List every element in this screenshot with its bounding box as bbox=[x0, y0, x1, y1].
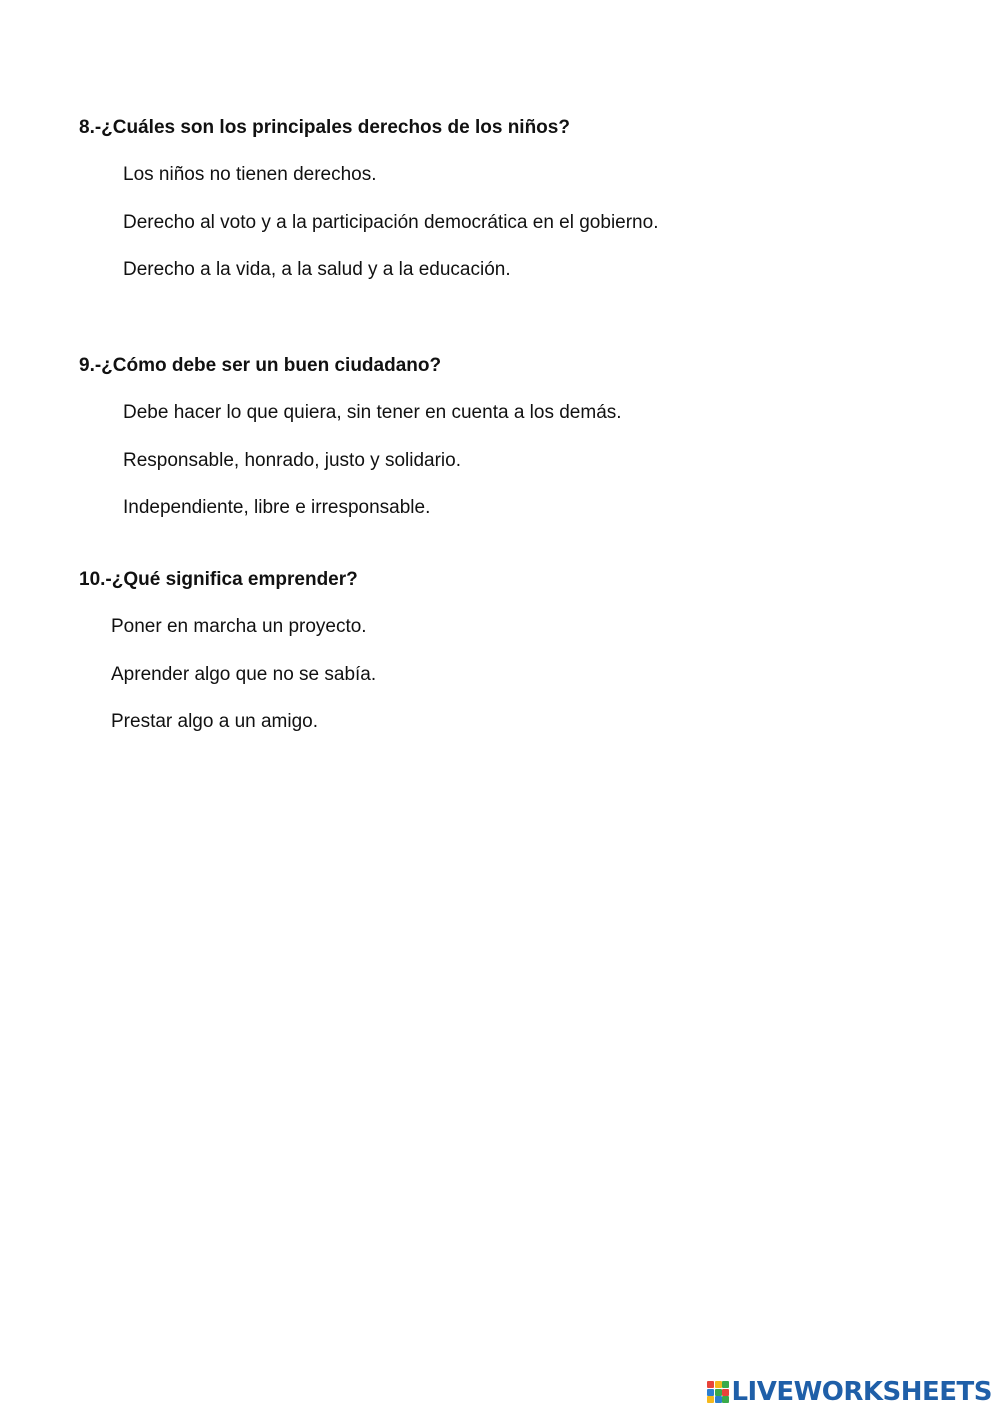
question-10-option-1[interactable]: Poner en marcha un proyecto. bbox=[111, 616, 367, 637]
question-8-option-3[interactable]: Derecho a la vida, a la salud y a la educación. bbox=[123, 259, 511, 280]
question-9-option-1[interactable]: Debe hacer lo que quiera, sin tener en cuenta a los demás. bbox=[123, 402, 622, 423]
question-8-option-2[interactable]: Derecho al voto y a la participación democrática en el gobierno. bbox=[123, 212, 659, 233]
question-9-option-3[interactable]: Independiente, libre e irresponsable. bbox=[123, 497, 431, 518]
question-10-option-2[interactable]: Aprender algo que no se sabía. bbox=[111, 664, 377, 685]
question-8-title: 8.-¿Cuáles son los principales derechos de los niños? bbox=[79, 117, 570, 138]
question-9-option-2[interactable]: Responsable, honrado, justo y solidario. bbox=[123, 450, 461, 471]
liveworksheets-logo-icon bbox=[707, 1381, 729, 1403]
question-9-title: 9.-¿Cómo debe ser un buen ciudadano? bbox=[79, 355, 442, 376]
liveworksheets-brand-text: LIVEWORKSHEETS bbox=[731, 1377, 992, 1407]
question-10-title: 10.-¿Qué significa emprender? bbox=[79, 569, 358, 590]
question-8-option-1[interactable]: Los niños no tienen derechos. bbox=[123, 164, 377, 185]
liveworksheets-logo[interactable] bbox=[707, 1379, 992, 1405]
question-10-option-3[interactable]: Prestar algo a un amigo. bbox=[111, 711, 319, 732]
